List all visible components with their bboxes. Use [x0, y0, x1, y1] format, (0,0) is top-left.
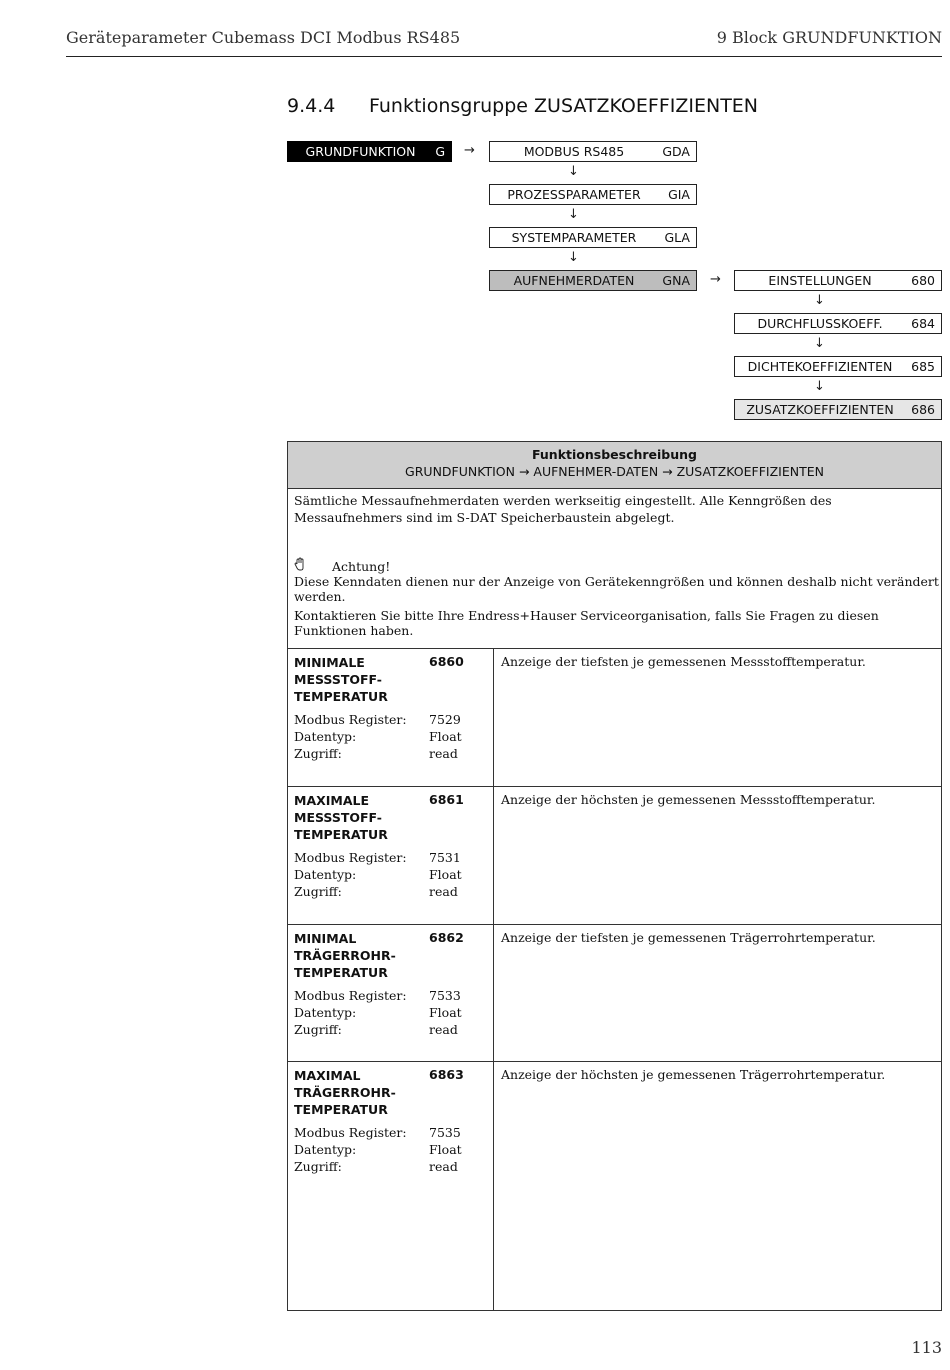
nav-group-modbus — [489, 141, 697, 162]
function-description: Anzeige der tiefsten je gemessenen Messstofftemperatur. — [501, 654, 866, 669]
nav-sub-label: DURCHFLUSSKOEFF. — [757, 316, 883, 331]
function-props — [294, 711, 484, 762]
table-row — [288, 786, 941, 924]
function-table — [287, 441, 942, 1311]
function-description: Anzeige der tiefsten je gemessenen Trägerrohrtemperatur. — [501, 930, 876, 945]
nav-group-systemparameter — [489, 227, 697, 248]
function-cell — [288, 649, 494, 786]
prop-label: Modbus Register: — [294, 988, 407, 1003]
nav-sub-code: 686 — [911, 402, 935, 417]
prop-value: 7531 — [429, 850, 461, 865]
nav-sub-code: 685 — [911, 359, 935, 374]
prop-label: Zugriff: — [294, 1022, 342, 1037]
nav-sub-label: EINSTELLUNGEN — [768, 273, 872, 288]
nav-group-code: GLA — [664, 230, 690, 245]
function-code: 6863 — [429, 1067, 464, 1082]
arrow-down-icon: ↓ — [568, 207, 579, 222]
prop-label: Datentyp: — [294, 729, 357, 744]
function-name: MINIMAL TRÄGERROHR- TEMPERATUR — [294, 931, 396, 980]
arrow-right-icon: → — [464, 143, 475, 158]
table-header — [288, 442, 941, 489]
nav-group-code: GIA — [668, 187, 690, 202]
nav-root-label: GRUNDFUNKTION — [305, 144, 416, 159]
nav-group-label: PROZESSPARAMETER — [507, 187, 641, 202]
intro-text: Sämtliche Messaufnehmerdaten werden werkseitig eingestellt. Alle Kenngrößen des Messaufnehmers sind im S-DAT Speicherbaustein abgelegt. — [294, 493, 832, 525]
table-header-path: GRUNDFUNKTION → AUFNEHMER-DATEN → ZUSATZKOEFFIZIENTEN — [405, 464, 824, 479]
nav-root-grundfunktion — [287, 141, 452, 162]
function-cell — [288, 925, 494, 1061]
prop-label: Modbus Register: — [294, 850, 407, 865]
nav-group-label: SYSTEMPARAMETER — [511, 230, 637, 245]
function-name: MAXIMALE MESSSTOFF- TEMPERATUR — [294, 793, 388, 842]
prop-value: Float — [429, 867, 462, 882]
header-divider — [66, 56, 942, 57]
nav-sub-label: DICHTEKOEFFIZIENTEN — [747, 359, 893, 374]
nav-group-label: AUFNEHMERDATEN — [513, 273, 635, 288]
table-row — [288, 1061, 941, 1310]
function-props — [294, 849, 484, 900]
arrow-down-icon: ↓ — [814, 293, 825, 308]
nav-group-aufnehmerdaten — [489, 270, 697, 291]
warning-heading — [294, 557, 390, 574]
prop-label: Zugriff: — [294, 1159, 342, 1174]
function-props — [294, 1124, 484, 1175]
prop-label: Datentyp: — [294, 1005, 357, 1020]
function-code: 6862 — [429, 930, 464, 945]
prop-value: Float — [429, 1142, 462, 1157]
nav-group-code: GDA — [662, 144, 690, 159]
function-code: 6860 — [429, 654, 464, 669]
nav-sub-code: 684 — [911, 316, 935, 331]
hand-icon — [294, 557, 332, 574]
table-row — [288, 648, 941, 786]
function-code: 6861 — [429, 792, 464, 807]
nav-root-code: G — [435, 144, 445, 159]
arrow-down-icon: ↓ — [568, 164, 579, 179]
function-cell — [288, 1062, 494, 1310]
warning-label: Achtung! — [332, 559, 391, 574]
function-description: Anzeige der höchsten je gemessenen Trägerrohrtemperatur. — [501, 1067, 886, 1082]
function-props — [294, 987, 484, 1038]
section-title: Funktionsgruppe ZUSATZKOEFFIZIENTEN — [369, 95, 759, 117]
prop-value: read — [429, 884, 458, 899]
section-number: 9.4.4 — [287, 95, 336, 117]
nav-sub-label: ZUSATZKOEFFIZIENTEN — [746, 402, 894, 417]
nav-sub-einstellungen — [734, 270, 942, 291]
arrow-down-icon: ↓ — [814, 336, 825, 351]
nav-sub-durchflusskoeff — [734, 313, 942, 334]
prop-label: Zugriff: — [294, 884, 342, 899]
table-row — [288, 924, 941, 1061]
prop-value: 7533 — [429, 988, 461, 1003]
arrow-down-icon: ↓ — [814, 379, 825, 394]
prop-label: Datentyp: — [294, 867, 357, 882]
prop-label: Datentyp: — [294, 1142, 357, 1157]
arrow-down-icon: ↓ — [568, 250, 579, 265]
contact-text: Kontaktieren Sie bitte Ihre Endress+Hauser Serviceorganisation, falls Sie Fragen zu diesen Funktionen haben. — [294, 608, 879, 638]
prop-value: 7529 — [429, 712, 461, 727]
page-number: 113 — [911, 1338, 942, 1357]
prop-value: 7535 — [429, 1125, 461, 1140]
arrow-right-icon: → — [710, 272, 721, 287]
warning-text: Diese Kenndaten dienen nur der Anzeige von Gerätekenngrößen und können deshalb nicht verändert werden. — [294, 574, 939, 604]
prop-value: Float — [429, 729, 462, 744]
function-description: Anzeige der höchsten je gemessenen Messstofftemperatur. — [501, 792, 876, 807]
nav-group-label: MODBUS RS485 — [523, 144, 625, 159]
prop-label: Modbus Register: — [294, 1125, 407, 1140]
function-name: MAXIMAL TRÄGERROHR- TEMPERATUR — [294, 1068, 396, 1117]
page-header-chapter: 9 Block GRUNDFUNKTION — [716, 28, 942, 47]
function-name: MINIMALE MESSSTOFF- TEMPERATUR — [294, 655, 388, 704]
function-cell — [288, 787, 494, 924]
table-header-title: Funktionsbeschreibung — [531, 447, 697, 462]
nav-group-code: GNA — [662, 273, 690, 288]
prop-value: read — [429, 1159, 458, 1174]
prop-value: Float — [429, 1005, 462, 1020]
nav-sub-zusatzkoeffizienten — [734, 399, 942, 420]
nav-sub-code: 680 — [911, 273, 935, 288]
nav-sub-dichtekoeffizienten — [734, 356, 942, 377]
nav-group-prozessparameter — [489, 184, 697, 205]
prop-label: Zugriff: — [294, 746, 342, 761]
prop-label: Modbus Register: — [294, 712, 407, 727]
prop-value: read — [429, 1022, 458, 1037]
prop-value: read — [429, 746, 458, 761]
page-header-title: Geräteparameter Cubemass DCI Modbus RS485 — [66, 28, 461, 47]
